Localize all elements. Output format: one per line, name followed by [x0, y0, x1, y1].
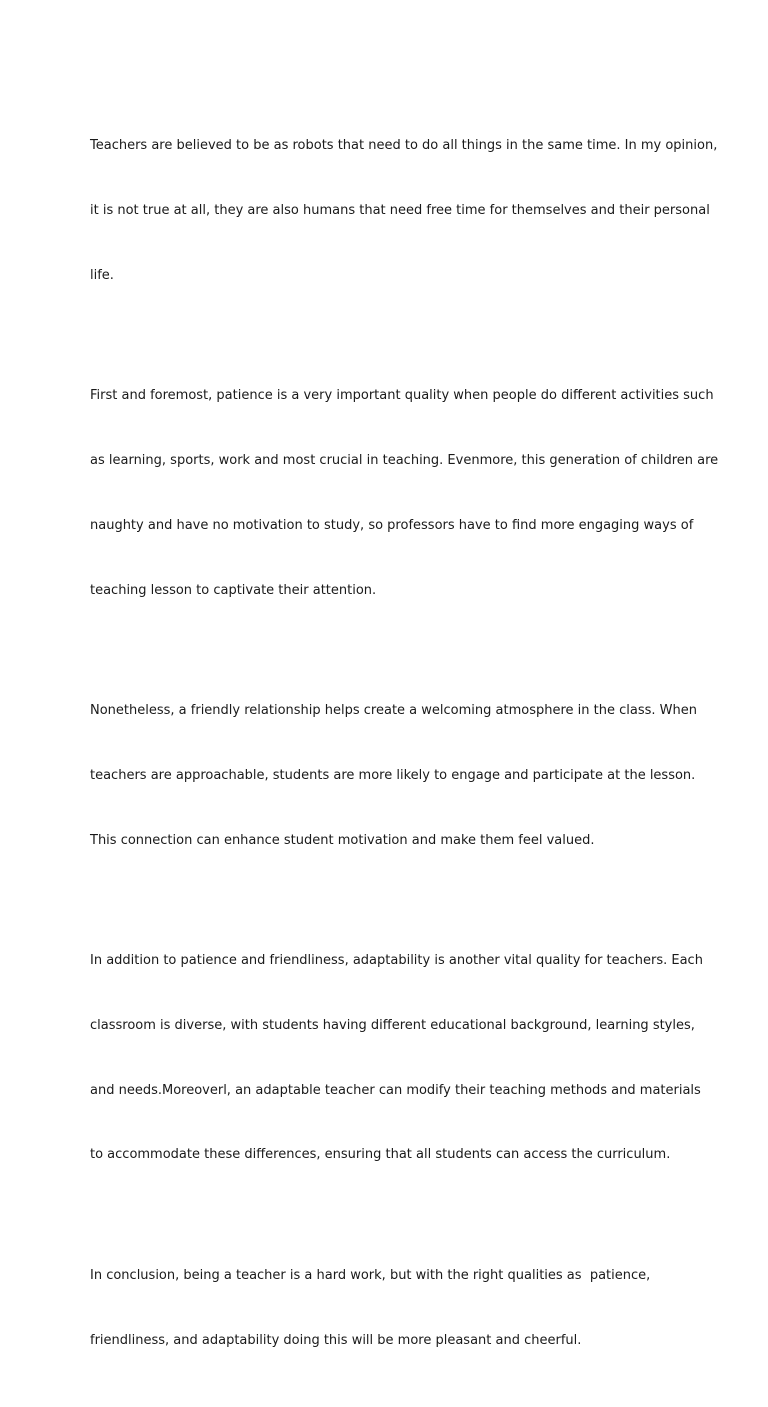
text-line: it is not true at all, they are also humans that need free time for themselves and their personal: [90, 202, 710, 218]
text-line: and needs.Moreoverl, an adaptable teacher can modify their teaching methods and materials: [90, 1082, 701, 1098]
paragraph-intro: [90, 92, 718, 330]
text-line: Nonetheless, a friendly relationship helps create a welcoming atmosphere in the class. When: [90, 703, 697, 719]
text-line: In conclusion, being a teacher is a hard work, but with the right qualities as patience,: [90, 1267, 651, 1283]
text-line: This connection can enhance student motivation and make them feel valued.: [90, 832, 595, 848]
text-line: classroom is diverse, with students having different educational background, learning styles,: [90, 1017, 695, 1033]
paragraph-friendliness: [90, 657, 697, 895]
document-body: [90, 92, 719, 1407]
text-line: Teachers are believed to be as robots that need to do all things in the same time. In my opinion,: [90, 138, 718, 154]
text-line: life.: [90, 267, 114, 283]
text-line: as learning, sports, work and most crucial in teaching. Evenmore, this generation of children are: [90, 453, 719, 468]
text-line: to accommodate these differences, ensuring that all students can access the curriculum.: [90, 1147, 671, 1163]
text-line: First and foremost, patience is a very important quality when people do different activities such: [90, 388, 714, 404]
text-line: teaching lesson to captivate their attention.: [90, 582, 377, 598]
paragraph-patience: [90, 342, 719, 644]
text-line: teachers are approachable, students are more likely to engage and participate at the lesson.: [90, 767, 696, 783]
paragraph-adaptability: [90, 907, 703, 1209]
paragraph-conclusion: [90, 1222, 680, 1395]
text-line: In addition to patience and friendliness, adaptability is another vital quality for teachers. Each: [90, 953, 703, 969]
text-line: naughty and have no motivation to study, so professors have to find more engaging ways of: [90, 517, 694, 533]
text-line: friendliness, and adaptability doing this will be more pleasant and cheerful.: [90, 1332, 582, 1348]
